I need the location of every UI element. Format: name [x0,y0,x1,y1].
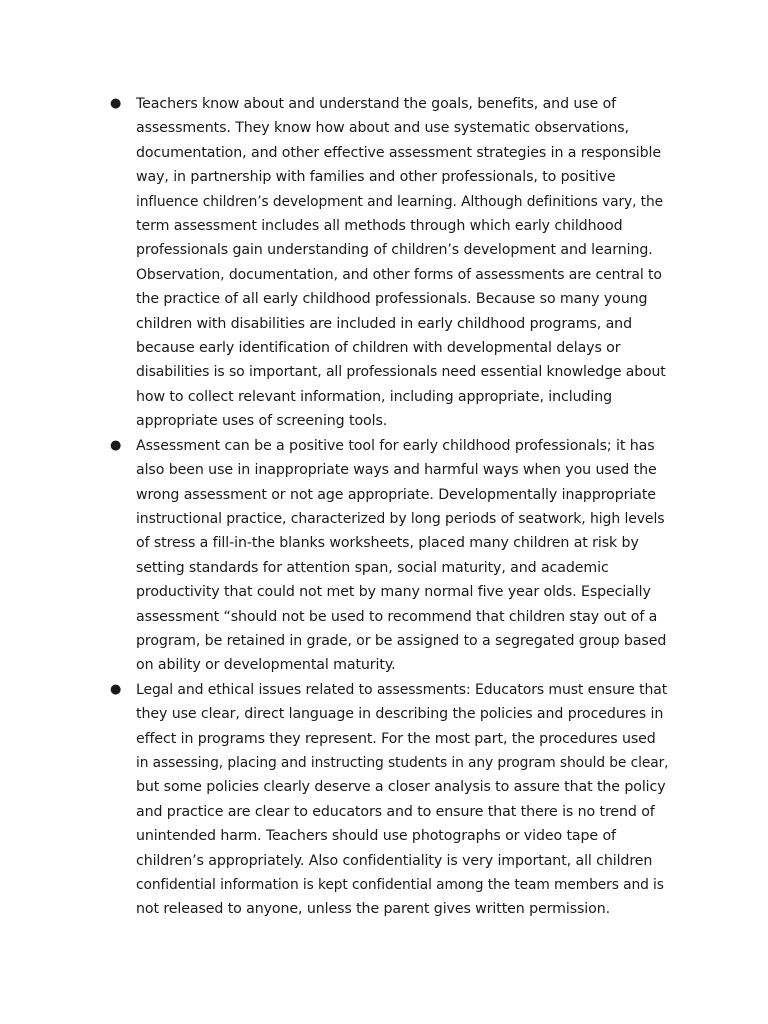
text-line: instructional practice, characterized by long periods of seatwork, high levels [136,510,665,527]
text-line: children’s appropriately. Also confidentiality is very important, all children [136,852,653,869]
bullet-list [108,92,668,922]
text-line: unintended harm. Teachers should use photographs or video tape of [136,828,616,845]
text-line: also been use in inappropriate ways and harmful ways when you used the [136,462,657,479]
text-line: not released to anyone, unless the parent gives written permission. [136,901,610,918]
text-line: program, be retained in grade, or be assigned to a segregated group based [136,632,667,649]
text-line: how to collect relevant information, including appropriate, including [136,388,613,405]
text-line: in assessing, placing and instructing students in any program should be clear, [136,754,669,771]
text-line: Assessment can be a positive tool for early childhood professionals; it has [136,437,655,454]
text-line: appropriate uses of screening tools. [136,413,388,430]
text-line: of stress a fill-in-the blanks worksheets, placed many children at risk by [136,535,639,552]
text-line: setting standards for attention span, social maturity, and academic [136,559,609,576]
text-line: because early identification of children with developmental delays or [136,340,621,357]
bullet-item-assessment-tool [108,434,668,678]
text-line: assessment “should not be used to recommend that children stay out of a [136,608,658,625]
text-line: effect in programs they represent. For the most part, the procedures used [136,730,656,747]
text-line: confidential information is kept confidential among the team members and is [136,877,664,893]
text-line: influence children’s development and learning. Although definitions vary, the [136,193,664,210]
text-line: Teachers know about and understand the goals, benefits, and use of [136,96,617,112]
bullet-dot-icon: ● [110,437,122,453]
text-line: professionals gain understanding of children’s development and learning. [136,242,653,259]
bullet-dot-icon: ● [110,681,122,697]
text-line: Legal and ethical issues related to assessments: Educators must ensure that [136,681,668,698]
text-line: the practice of all early childhood professionals. Because so many young [136,291,648,308]
bullet-item-legal-ethical [108,678,668,922]
text-line: they use clear, direct language in describing the policies and procedures in [136,706,664,723]
text-line: assessments. They know how about and use systematic observations, [136,120,629,137]
text-line: productivity that could not met by many normal five year olds. Especially [136,584,651,601]
text-line: but some policies clearly deserve a closer analysis to assure that the policy [136,779,666,796]
text-line: disabilities is so important, all professionals need essential knowledge about [136,364,666,381]
text-line: Observation, documentation, and other forms of assessments are central to [136,266,662,283]
text-line: term assessment includes all methods through which early childhood [136,218,623,235]
text-line: documentation, and other effective assessment strategies in a responsible [136,144,661,161]
text-line: on ability or developmental maturity. [136,657,396,674]
bullet-dot-icon: ● [110,96,122,111]
text-line: children with disabilities are included in early childhood programs, and [136,315,632,332]
text-line: way, in partnership with families and other professionals, to positive [136,169,616,186]
bullet-item-teachers-knowledge [108,92,668,434]
text-line: and practice are clear to educators and to ensure that there is no trend of [136,803,655,820]
text-line: wrong assessment or not age appropriate. Developmentally inappropriate [136,486,656,503]
